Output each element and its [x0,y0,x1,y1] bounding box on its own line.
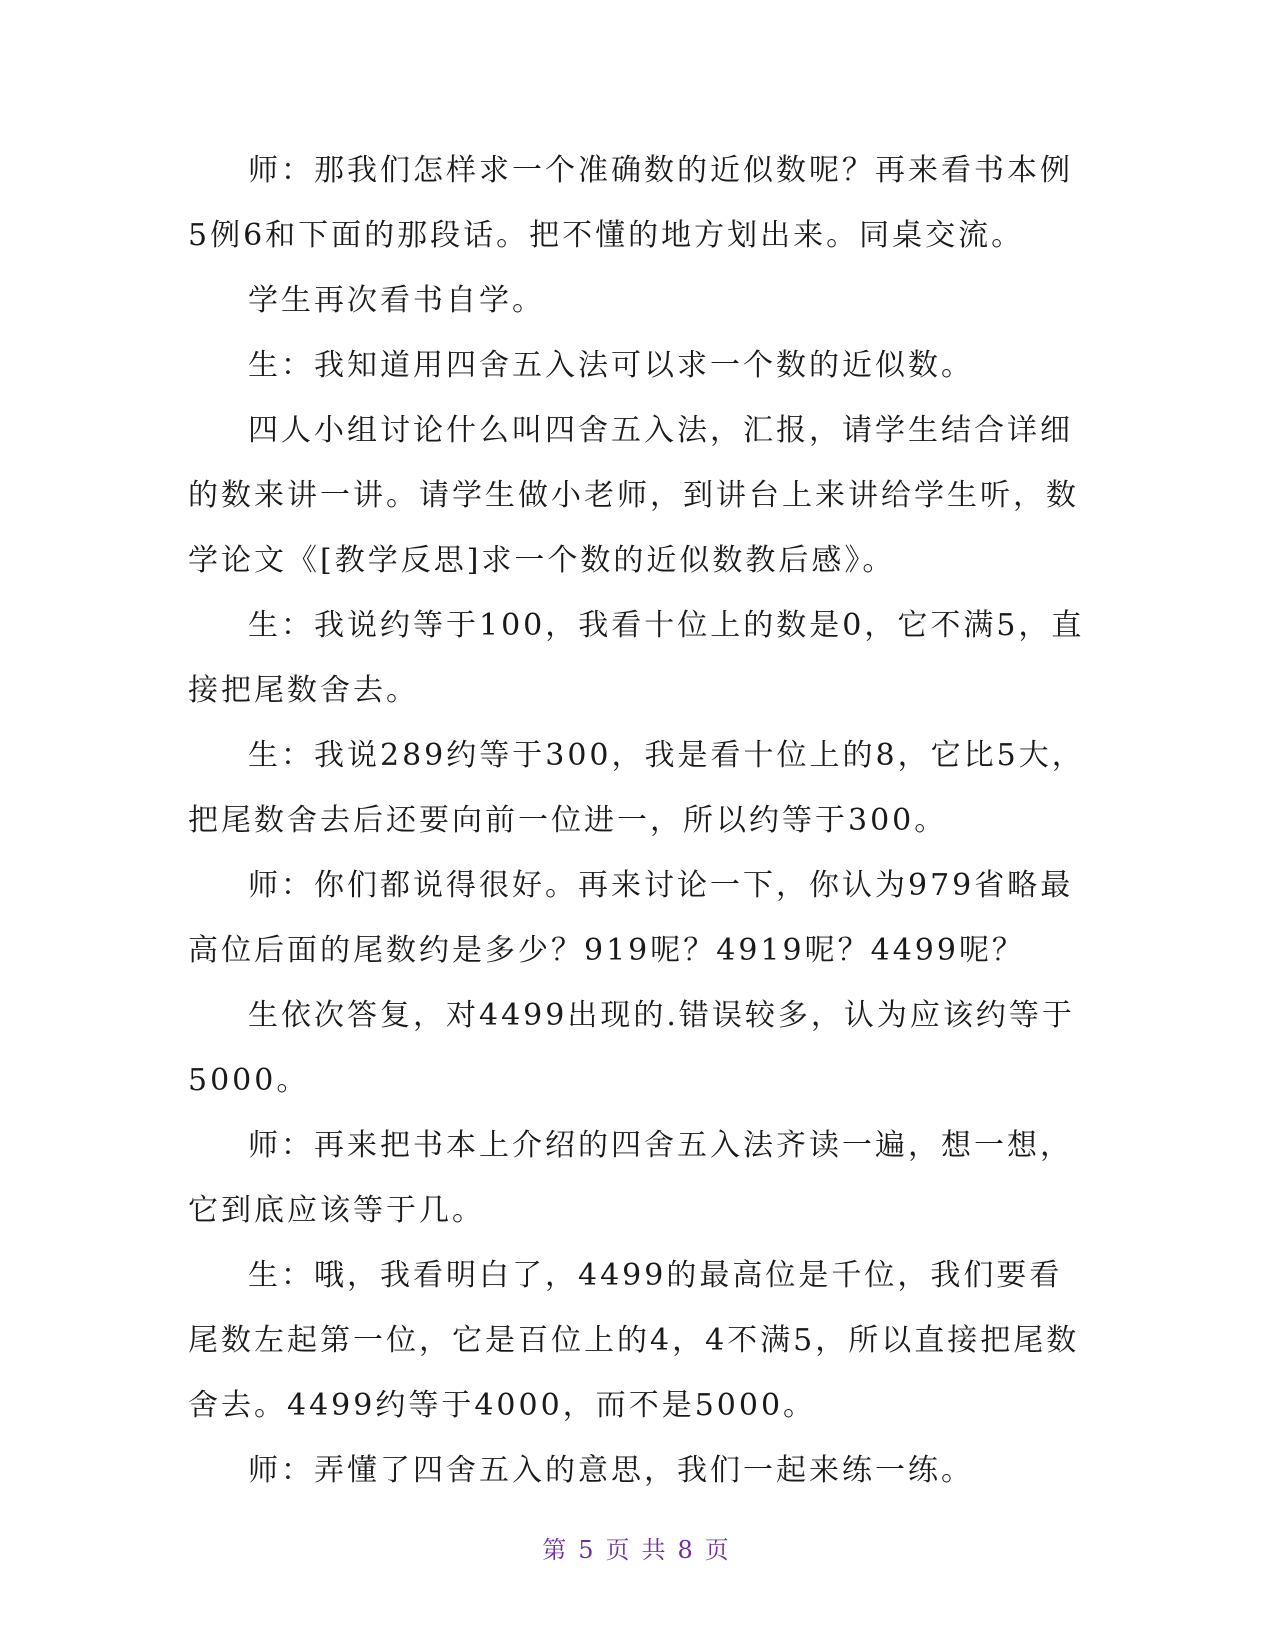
footer-total-word: 共 [641,1536,670,1564]
paragraph-1: 师：那我们怎样求一个准确数的近似数呢？再来看书本例5例6和下面的那段话。把不懂的地方划出来。同桌交流。 [188,153,1073,253]
paragraph-8: 生依次答复，对4499出现的.错误较多，认为应该约等于5000。 [188,998,1075,1098]
paragraph-5: 生：我说约等于100，我看十位上的数是0，它不满5，直接把尾数舍去。 [188,608,1085,708]
paragraph-2: 学生再次看书自学。 [248,283,545,318]
paragraph-10: 生：哦，我看明白了，4499的最高位是千位，我们要看尾数左起第一位，它是百位上的4，4不满5，所以直接把尾数舍去。4499约等于4000，而不是5000。 [188,1258,1080,1423]
footer-total-pages: 8 [677,1536,697,1564]
paragraph-6: 生：我说289约等于300，我是看十位上的8，它比5大，把尾数舍去后还要向前一位进一，所以约等于300。 [188,738,1085,838]
paragraph-3: 生：我知道用四舍五入法可以求一个数的近似数。 [248,348,974,383]
paragraph-9: 师：再来把书本上介绍的四舍五入法齐读一遍，想一想，它到底应该等于几。 [188,1128,1073,1228]
document-body [188,138,1088,1503]
paragraph-11: 师：弄懂了四舍五入的意思，我们一起来练一练。 [248,1453,974,1488]
footer-current-page: 5 [578,1536,598,1564]
footer-prefix: 第 [542,1536,571,1564]
footer-suffix: 页 [704,1536,733,1564]
page-footer [0,1530,1275,1565]
footer-page-word: 页 [605,1536,634,1564]
paragraph-7: 师：你们都说得很好。再来讨论一下，你认为979省略最高位后面的尾数约是多少？919呢？4919呢？4499呢？ [188,868,1074,968]
paragraph-4: 四人小组讨论什么叫四舍五入法，汇报，请学生结合详细的数来讲一讲。请学生做小老师，到讲台上来讲给学生听，数学论文《[教学反思]求一个数的近似数教后感》。 [188,413,1079,578]
